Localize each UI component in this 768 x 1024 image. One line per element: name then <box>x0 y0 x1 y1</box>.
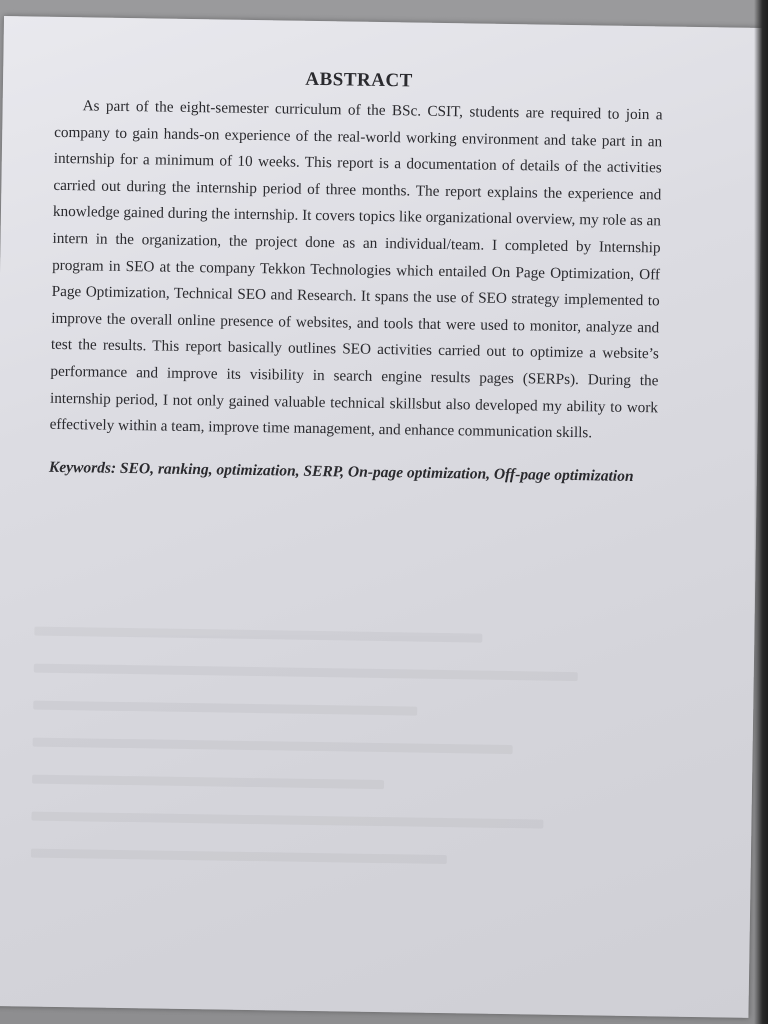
paper-sheet <box>0 16 764 1018</box>
dark-background-edge <box>754 0 768 1024</box>
abstract-section <box>49 65 663 489</box>
bleed-through-text <box>29 627 674 967</box>
keywords-line: Keywords: SEO, ranking, optimization, SERP, On-page optimization, Off-page optimization <box>48 458 634 485</box>
page-title: ABSTRACT <box>305 68 413 92</box>
abstract-body: As part of the eight-semester curriculum of the BSc. CSIT, students are required to join a company to gain hands-on experience of the real-world working environment and take part in an internship for a minimum of 10 weeks. This report is a documentation of details of the activities carried out during the internship period of three months. The report explains the experience and knowledge gained during the internship. It covers topics like organizational overview, my role as an intern in the organization, the project done as an individual/team. I completed by Internship program in SEO at the company Tekkon Technologies which entailed On Page Optimization, Off Page Optimization, Technical SEO and Research. It spans the use of SEO strategy implemented to improve the overall online presence of websites, and tools that were used to monitor, analyze and test the results. This report basically outlines SEO activities carried out to optimize a website’s performance and improve its visibility in search engine results pages (SERPs). During the internship period, I not only gained valuable technical skillsbut also developed my ability to work effectively within a team, improve time management, and enhance communication skills. <box>49 97 663 442</box>
